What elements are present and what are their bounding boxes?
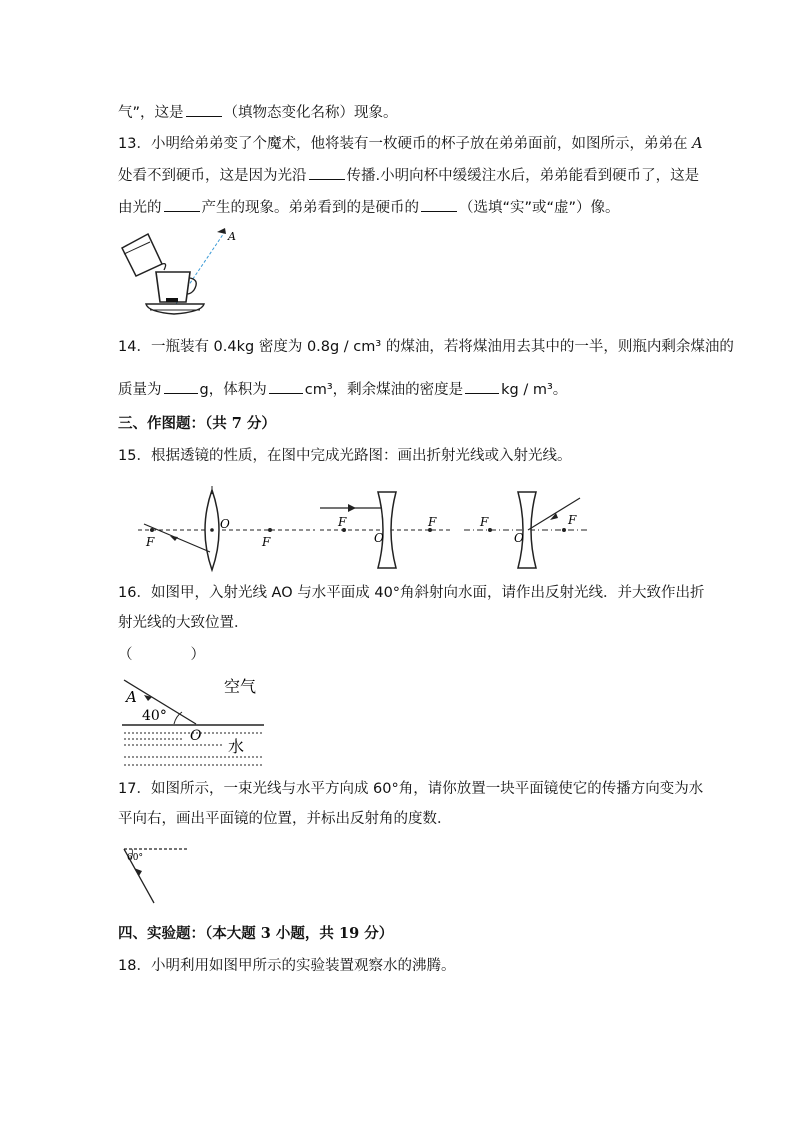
q13-text-3a: 由光的 bbox=[118, 200, 162, 216]
q13-text-1: 13．小明给弟弟变了个魔术，他将装有一枚硬币的杯子放在弟弟面前，如图所示，弟弟在 bbox=[118, 136, 688, 152]
q15-convex-lens-group bbox=[138, 486, 315, 570]
q15-concave-lens-group-1 bbox=[320, 492, 450, 568]
q13-line1 bbox=[118, 134, 703, 154]
q15-text: 15．根据透镜的性质，在图中完成光路图：画出折射光线或入射光线。 bbox=[118, 448, 572, 464]
q15-lens2-f-left: F bbox=[338, 515, 347, 529]
q14-line2 bbox=[118, 379, 567, 400]
q17-line2: 平向右，画出平面镜的位置，并标出反射角的度数． bbox=[118, 811, 452, 827]
q16-label-a: A bbox=[126, 688, 137, 706]
q13-cup-figure bbox=[118, 226, 246, 322]
q15-lens3-f-right: F bbox=[568, 513, 577, 527]
q13-line2 bbox=[118, 165, 699, 186]
q14-text-2a: 质量为 bbox=[118, 382, 162, 398]
q14-text-2b: g，体积为 bbox=[199, 382, 267, 398]
q15-lens2-f-right: F bbox=[428, 515, 437, 529]
q16-label-o: O bbox=[190, 728, 202, 744]
q12-text-b: （填物态变化名称）现象。 bbox=[223, 105, 398, 121]
q14-blank-3[interactable] bbox=[465, 379, 499, 394]
q16-line2: 射光线的大致位置． bbox=[118, 615, 249, 631]
q16-answer-paren[interactable]: （ ） bbox=[118, 647, 205, 663]
q13-fig-label-a: A bbox=[228, 230, 236, 243]
q13-label-a: A bbox=[692, 136, 703, 152]
q16-label-water: 水 bbox=[228, 737, 245, 756]
q12-line bbox=[118, 102, 398, 123]
q14-blank-2[interactable] bbox=[269, 379, 303, 394]
q17-line1: 17．如图所示，一束光线与水平方向成 60°角，请你放置一块平面镜使它的传播方向变为水 bbox=[118, 781, 704, 797]
q13-blank-3[interactable] bbox=[421, 197, 457, 212]
section3-title: 三、作图题：（共 7 分） bbox=[118, 415, 276, 432]
q16-line1: 16．如图甲，入射光线 AO 与水平面成 40°角斜射向水面，请作出反射光线．并大致作出折 bbox=[118, 585, 705, 601]
q15-lens3-o: O bbox=[514, 531, 524, 545]
q15-lens1-o: O bbox=[220, 517, 230, 531]
q14-blank-1[interactable] bbox=[164, 379, 198, 394]
q14-text-2c: cm³，剩余煤油的密度是 bbox=[304, 382, 464, 398]
q16-refraction-figure bbox=[118, 672, 268, 772]
q14-text-1: 14．一瓶装有 0.4kg 密度为 0.8g / cm³ 的煤油，若将煤油用去其中的一半，则瓶内剩余煤油的 bbox=[118, 339, 734, 355]
section4-title: 四、实验题：（本大题 3 小题，共 19 分） bbox=[118, 925, 394, 942]
q15-lens-figure bbox=[130, 484, 600, 574]
q16-angle: 40° bbox=[142, 708, 167, 724]
q15-lens3-f-left: F bbox=[480, 515, 489, 529]
q13-blank-1[interactable] bbox=[309, 165, 345, 180]
q15-lens2-o: O bbox=[374, 531, 384, 545]
q13-text-2a: 处看不到硬币，这是因为光沿 bbox=[118, 168, 307, 184]
q13-text-3c: （选填“实”或“虚”）像。 bbox=[459, 200, 620, 216]
q13-blank-2[interactable] bbox=[164, 197, 200, 212]
q16-label-air: 空气 bbox=[224, 677, 257, 696]
q17-angle: 60° bbox=[127, 853, 143, 863]
q13-line3 bbox=[118, 197, 620, 218]
q12-blank[interactable] bbox=[186, 102, 222, 117]
q15-lens1-f-left: F bbox=[146, 535, 155, 549]
q13-text-3b: 产生的现象。弟弟看到的是硬币的 bbox=[201, 200, 419, 216]
q18-text: 18．小明利用如图甲所示的实验装置观察水的沸腾。 bbox=[118, 958, 456, 974]
q17-mirror-figure bbox=[118, 843, 198, 909]
q13-text-2b: 传播.小明向杯中缓缓注水后，弟弟能看到硬币了，这是 bbox=[346, 168, 700, 184]
q15-lens1-f-right: F bbox=[262, 535, 271, 549]
q14-text-2d: kg / m³。 bbox=[501, 382, 568, 398]
q14-line1 bbox=[118, 337, 734, 357]
q15-concave-lens-group-2 bbox=[464, 492, 590, 568]
q12-text-a: 气”，这是 bbox=[118, 105, 184, 121]
